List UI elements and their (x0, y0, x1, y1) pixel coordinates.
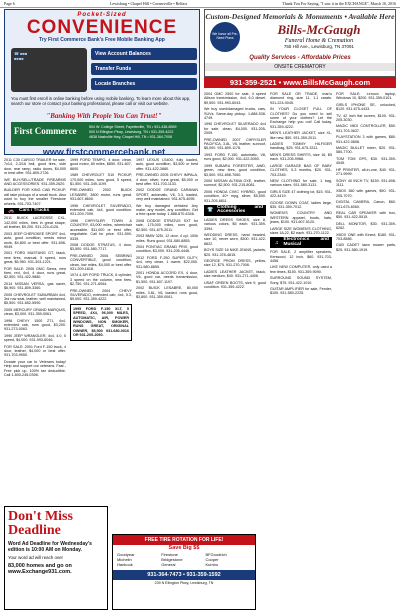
deadline-subtitle: Word Ad Deadline for Wednesday's edition is 10:00 AM on Monday. (8, 541, 92, 553)
crematory-line: ONSITE CREMATORY (205, 63, 395, 71)
classified-entry: LADIES DRESS SHOES, size 8, various colors, $5 each. 931-359-3394. (204, 217, 266, 231)
deadline-reach: 83,000 homes and go on www.Exchange931.com. (8, 563, 72, 576)
tire-brand: Kumho (205, 562, 219, 567)
classified-entry: USAF GREEN BOOTS, size 9, good condition. 931-359-4222. (204, 280, 266, 290)
classified-entry: LADIES TOMMY HILFIGER handbag, $25. 931-675-3311. (270, 142, 332, 151)
classified-entry: 2014 NISSAN VERSA, gas saver, $6,900. 931-809-3360. (4, 281, 66, 291)
classified-entry: PRE-OWNED 2005 CHEVY IMPALA, 4 door, silver, runs great, $5,000 or best offer. 931-703-1133. (136, 173, 198, 187)
classified-entry: 2008 DODGE STRATUS SXT for sale, 175,000 miles, runs good, $2,500. 931-675-2011. (136, 218, 198, 232)
classified-entry: MEN'S DRESS SHIRTS, size 16, $5 each. 931-205-9988. (270, 152, 332, 162)
convenience-ad (4, 9, 200, 155)
bank-bar (11, 122, 197, 146)
classified-entry: XBOX ONE with Kinect, $180. 931-703-8585. (336, 232, 396, 241)
classified-entry: 1974 4-DR FORD TRUCK, 6 cylinder, 3 speed on the column, new tires, $2,750. 931-271-6064. (70, 273, 132, 287)
classified-entry: 2004 GMC 2500 for sale, 4 speed Allison transmission, 4x4, 6.0 diesel, $9,500. 931-993-6043. (204, 92, 266, 105)
tire-brand: Cooper (205, 557, 219, 562)
classified-entry: HP PRINTER, all-in-one, $40. 931-271-9999. (336, 167, 396, 177)
classified-entry: MEN'S LEATHER JACKET, size XL, like new, $50. 931-359-2011. (270, 131, 332, 140)
classified-entry: TV, 42 inch flat screen, $100. 931-205-3030. (336, 113, 396, 123)
funeral-address: 755 Hill Ave., Lewisburg, TN 37091 (283, 44, 355, 49)
funeral-name: Bills-McGaugh (277, 22, 361, 37)
classified-entry: 2006 HONDA CIVIC HYBRID, good condition, 40+ mpg, silver, $5,500. 931-205-8811. (204, 189, 266, 203)
funeral-logo (245, 22, 393, 49)
section-header (4, 208, 66, 214)
classified-entry: GIRLS IPHONE SE, unlocked, $120. 931-675-4433. (336, 102, 396, 112)
feature-branches: Locate Branches (91, 78, 197, 90)
classified-entry: 1990 CHEVROLET SILVERADO 4x4 for sale, clean, $4,000. 931-205-2009. (204, 122, 266, 136)
classified-entry: 2005 CHEVROLET SUBURBAN 4x4, 3rd row seat, leather, well maintained, $5,500. 931-652-5590. (4, 292, 66, 306)
classified-entry: BOYS SIZE 16 NIKE JEANS, jackets, $20. 931-378-4815. (204, 248, 266, 257)
page-number: Page 6 (4, 1, 15, 6)
ad-subtitle: Try First Commerce Bank's Free Mobile Banking App (39, 37, 165, 43)
classified-entry: GIRLS SIZE 4T clothing lot, $15. 931-422-4419. (270, 189, 332, 199)
classified-entry: 2003 BMW 325I, 12 door, 4 cyl, 100k miles. Runs good. 931-580-8855. (136, 234, 198, 243)
classified-entry: LADIES LEATHER JACKET, black, size medium, $40. 931-271-4406. (204, 269, 266, 279)
classified-entry: REAL CAR SPEAKER with box, $50. 931-422-5515. (336, 210, 396, 220)
classified-entry: PRE-OWNED 2007 CHRYSLER PACIFICA, 3.8L, V6, leather, sunroof, $5,000. 931-809-1178. (204, 137, 266, 151)
classified-entry: MAGIC BULLET mixer, $20. 931-580-7700. (336, 146, 396, 155)
classified-entry: GUITAR AMPLIFIER for sale, Fender, $100. 931-580-2225. (270, 287, 332, 296)
classified-entry: 1998 CHEVY 1500 Z71, 4x4, extended cab, runs good, $3,200. 931-273-0063. (4, 318, 66, 332)
classified-column (70, 158, 132, 532)
feature-balances: View Account Balances (91, 48, 197, 60)
classified-entry: 2002 DODGE GRAND CARAVAN SPORT, automatic, V6, 3.3, loaded, very well maintained. 931-675-4095. (136, 188, 198, 202)
classified-entry: Donate your car to Veterans today! Help and support our veterans. Fast - Free pick up. 100% tax deductible. Call 1-800-245-0398. (4, 359, 66, 378)
deadline-body: Your word ad will reach over (8, 555, 63, 560)
boxed-classified: 1995 FORD F-150 XLT, 5 SPEED, 4X4, 96,000 MILES, AUTOMATIC, AIR, POWER WINDOWS, NON SMOKER, RUNS GREAT, ORIGINAL OWNER, $5,500 931-680-0016 OR 931-205-2050. (70, 304, 132, 341)
classified-entry: PLAYSTATION 3 with games, $80. 931-422-0808. (336, 135, 396, 144)
ad-title: CONVENIENCE (26, 17, 178, 38)
classified-entry: 2003 JEEP CHEROKEE SPORT 4x4, auto, good condition, needs minor work, $4,800 or best offer. 931-698-9049. (4, 231, 66, 249)
section-title: Cars / Trucks (19, 208, 50, 214)
classified-entry: 1997 LEXUS LS400, fully loaded, auto, good condition, $3,500 or best offer. 931-422-3680. (136, 158, 198, 171)
shirt-icon: 👕 (207, 207, 214, 214)
classified-entry: MAGIC MIDI CONTROLLER, $50. 931-703-3637. (336, 124, 396, 133)
phone-illustration: ☎ ■■■ ■■■■ (11, 48, 87, 92)
tire-ad (112, 534, 256, 610)
funeral-home-ad (204, 9, 396, 77)
classified-entry: FOR SALE: Lenovo laptop, Windows 10, $200. 931-359-0101. (336, 92, 396, 101)
section-title: Electronics and Musical (283, 237, 329, 247)
memorials-line: Custom-Designed Memorials & Monuments • Available Here (205, 12, 395, 21)
classified-entry: FOR SALE: 2006 GMC Sierra, new tires, red, 4x4, 4 door, runs great, $2,500. 931-422-9880. (4, 266, 66, 280)
pre-need-seal: We honor all Pre-Need Plans (210, 22, 240, 52)
classified-entry: TOM TOM GPS, $30. 931-359-4545. (336, 156, 396, 166)
page-date: Thank You For Saying, "I saw it in the EXCHANGE", March 16, 2016 (282, 1, 396, 6)
classified-entry: 2008 DODGE STRATUS, 4 door, $3,500. 931-580-7717. (70, 242, 132, 252)
classified-entry: 2000 NISSAN ALTIMA GXE, leather, sunroof, $2,500. 931-215-8081. (204, 178, 266, 188)
classified-entry: FOR SALE OR TRADE, man's diamond ring, size 11, 1.1 carats. 931-224-0045. (270, 92, 332, 105)
classified-entry: CUB CADET lawn mower parts, $25. 931-580-1919. (336, 243, 396, 252)
tire-brand: General (161, 562, 176, 567)
classified-entry: GOOSE DOWN COAT, ladies large, $35. 931-359-7012. (270, 200, 332, 209)
classified-entry: DIGITAL CAMERA, Canon, $60. 931-675-6060. (336, 200, 396, 209)
classified-entry: WOMEN'S COUNTRY AND WESTERN apparel, boots, hats, jeans, $100. 931-607-5120. (270, 211, 332, 225)
ad-pretitle: Pocket-Sized (77, 12, 127, 18)
classified-entry: 1999 SUBARU FORESTER, AWD, green, new tires, good condition, $3,500. 931-698-7060. (204, 163, 266, 177)
classified-column (270, 92, 332, 610)
classified-entry: IN YOUR CLOSET FULL OF CLOTHES? Do you need to sell some of your clothes? Let the Exchange help you out! Call today. 931-359-4222. (270, 107, 332, 129)
bank-address-3: 4638 Nashville Hwy, Chapel Hill, TN • 931-364-7008 (89, 135, 173, 139)
quality-line: Quality Services - Affordable Prices (249, 55, 351, 61)
classified-entry: FOR SALE, 2 amplifier speakers, Kenwood, 12 inch, $60. 931-703-4456. (270, 250, 332, 263)
music-icon: ♫ (274, 239, 279, 246)
car-icon: 🚗 (8, 208, 15, 215)
classified-entry: We buy used/damaged trucks, cars, SUVs. Same-day pickup. 1-888-538-4749. (204, 107, 266, 121)
tire-brand: Hankook (117, 562, 133, 567)
classified-entry: 1993 FORD F-150, automatic, V8, runs good, $2,000. 931-422-5050. (204, 152, 266, 162)
bank-name: First Commerce (14, 126, 77, 136)
tire-brand: BFGoodrich (205, 552, 227, 557)
classified-column (136, 158, 198, 532)
feature-transfer: Transfer Funds (91, 63, 197, 75)
classified-column (336, 92, 396, 610)
classified-entry: SURROUND SOUND SYSTEM, Sony, $75. 931-422-1010. (270, 276, 332, 285)
tire-title: FREE TIRE ROTATION FOR LIFE! (113, 535, 255, 545)
deadline-ad (4, 506, 108, 610)
classified-entry: GEORGE PROM DRESS, yellow, size 12, $75. 931-270-7006. (204, 259, 266, 268)
classified-entry: LARGE GARAGE BAG OF BABY CLOTHES, 0-3 months, $20. 931-703-2345. (270, 163, 332, 177)
tire-brand: Bridgestone (161, 557, 183, 562)
tire-brand: Firestone (161, 552, 178, 557)
paper-towns: Lewisburg • Chapel Hill • Cornersville • Belfast (110, 1, 187, 6)
funeral-subtitle: Funeral Home & Cremation (284, 38, 354, 44)
classified-entry: WE BUY/SELL/TRADE FIREARMS AND ACCESSORIES. 931-359-2620. (4, 177, 66, 187)
classified-entry: PRE-OWNED 2006 SEBRING CONVERTIBLE, good condition, clean, low miles, $4,000 or best offer. 931-209-1818. (70, 253, 132, 271)
tire-brand-list (113, 551, 255, 568)
classified-entry: 2012 FORD F-250 SUPER DUTY, 4x4, very clean, 1 owner, $22,000. 931-580-8855. (136, 255, 198, 269)
classified-entry: FOR SALE: 2001 Ford F-150 truck, 4 door, leather, $4,000 or best offer. 931-703-9950. (4, 344, 66, 358)
classified-entry: 2004 PONTIAC GRAND PRIX, good condition, $3,000. 931-205-4446. (136, 244, 198, 254)
classified-entry: DELL MONITOR, $30. 931-359-6262. (336, 221, 396, 231)
classified-entry: 1989 CHEVROLET S10 PICKUP, 170,000 miles, runs good, 5 speed, $1,500. 931-349-1199. (70, 173, 132, 187)
section-header (270, 237, 332, 248)
classified-entry: 2005 MERCURY GRAND MARQUIS, clean, $3,000. 931-359-0061. (4, 307, 66, 317)
classified-entry: 2002 BUICK LESABRE, 80,000 miles, 3.8L, V6, loaded, runs good, $3,800. 931-359-0061. (136, 286, 198, 299)
classified-entry: 1996 CHEVROLET SILVERADO, extended cab, 4x4, good condition. 931-209-7099. (70, 203, 132, 217)
tire-phone[interactable]: 931-364-7473 • 931-359-1592 (113, 570, 255, 580)
tire-brand: Michelin (117, 557, 132, 562)
classified-entry: 2001 FORD MUSTANG GT, black, new tires, manual, 5 speed, runs great, $5,950. 931-303-1221. (4, 251, 66, 265)
section-title: Clothing and Accessories (217, 204, 263, 215)
classified-entry: 2011 C30 CARGO TRAILER for sale, 7x14, 2-3/16 ball, good tires, side door, rear ramp, radio doors, $4,000 or best offer. 931-809-2726. (4, 158, 66, 176)
classified-entry: PRE-OWNED 2002 BUICK LESABRE, 3800 motor, runs great. 931-607-8600. (70, 188, 132, 202)
bank-url[interactable]: www.firstcommercebank.net (42, 147, 166, 157)
deadline-title: Don't Miss Deadline (8, 509, 73, 538)
classified-entry: We buy damaged vehicles! Any make, any model, any condition. Get a free quote today. 1-888-870-6346. (136, 203, 198, 217)
tire-save: Save Big $$ (168, 545, 200, 551)
section-header (204, 205, 266, 216)
bank-address-1: 504 W. College Street, Fayetteville, TN • 931-438-8559 (89, 125, 177, 129)
classified-entry: SONY 40 INCH TV, $150. 931-698-1111. (336, 178, 396, 187)
classified-entry: WEDDING DRESS, hand beaded, size 10, never worn, $300. 931-422-8822. (204, 232, 266, 246)
classified-entry: LARGE SIZE WOMEN'S CLOTHING, sizes 18-22, $2 each. 931-270-1122. (270, 226, 332, 235)
feature-list (91, 48, 197, 93)
classified-entry: 2001 HONDA ACCORD EX, 4 door, V6, good car, needs transmission, $1,500. 931-607-1197. (136, 270, 198, 284)
bank-address-2: 500 N Ellington Pkwy, Lewisburg, TN • 931-359-4222 (89, 130, 174, 134)
tire-address: 239 N Ellington Pkwy, Lewisburg, TN (154, 581, 214, 585)
classified-entry: 1996 CHRYSLER TOWN & COUNTRY, 63,000 miles, wheelchair accessible. $11,000 or best offer, negotiable. Call for price. 931-590-5339. (70, 218, 132, 241)
funeral-phone[interactable]: 931-359-2521 • www.BillsMcGaugh.com (204, 77, 396, 88)
classified-column (204, 92, 266, 532)
ad-body: You must first enroll in online banking before using mobile banking. To learn more about this app, search our store or contact your banking professional, please call or visit our website. (11, 96, 191, 106)
tire-brand: Goodyear (117, 552, 135, 557)
classified-entry: PRE-OWNED 2004 CHEVY SILVERADO, extended cab, 4x4, 5.3, $9,000. 931-359-4222. (70, 288, 132, 302)
classified-entry: 1990 JEEP WRANGLER, 4x4, 4.0, 5 speed, $4,000. 931-993-6046. (4, 333, 66, 343)
classified-entry: BUILDER FOR KING CAB PICKUP, will take pickups of a small truck. Also want to buy the smaller Firestone wheels. 931-703-7407. (4, 188, 66, 206)
classified-entry: XBOX 360 with games, $90. 931-205-7070. (336, 189, 396, 198)
ad-slogan: "Banking With People You Can Trust!" (46, 112, 162, 120)
classified-entry: LIKE NEW COMPUTER, only used a few times, $150. 931-359-9090. (270, 265, 332, 274)
bank-addresses (89, 125, 177, 140)
classified-entry: NEW CLOTHING for sale, 1 bag, various sizes. 931-580-3131. (270, 178, 332, 188)
classified-entry: 1999 FORD TEMPO, 4 door, clean, good motor, 80 miles, $850. 931-607-8600. (70, 158, 132, 171)
page-header (0, 0, 400, 8)
classified-entry: 2011 BUICK LACROSSE CXL, 142,000 miles, tires in great shape, all leather, $9,200. 931-224-4126. (4, 216, 66, 230)
classified-column (4, 158, 66, 504)
